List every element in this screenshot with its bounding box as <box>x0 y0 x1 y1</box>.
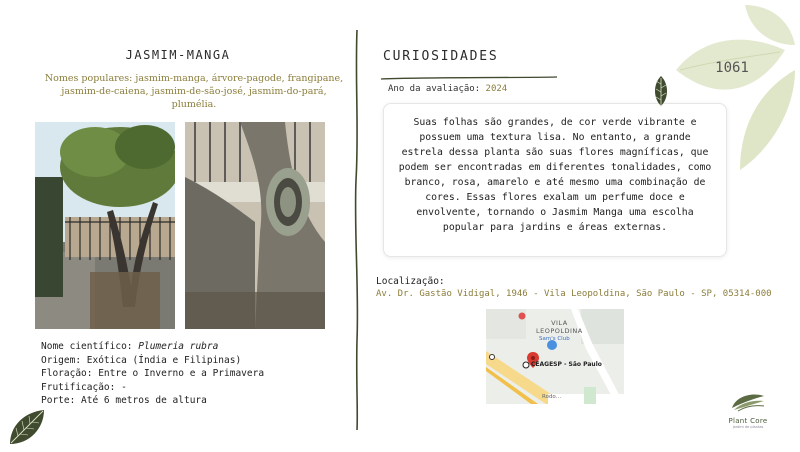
scientific-name: Plumeria rubra <box>138 341 219 352</box>
leaf-icon-bottom <box>6 406 48 448</box>
tree-photo-2 <box>185 122 325 329</box>
curiosities-title: CURIOSIDADES <box>383 49 499 64</box>
tree-photo-1 <box>35 122 175 329</box>
fact-fruiting: Frutificação: - <box>41 381 127 393</box>
map-district-line1: VILA <box>551 319 568 327</box>
evaluation-year <box>388 84 507 94</box>
year-label: Ano da avaliação: <box>388 84 481 94</box>
record-number: 1061 <box>715 60 749 76</box>
leaf-icon <box>652 76 670 108</box>
map-district <box>536 319 583 335</box>
location-map[interactable] <box>486 309 624 404</box>
fact-size: Porte: Até 6 metros de altura <box>41 395 207 406</box>
plant-title: JASMIM-MANGA <box>125 48 231 62</box>
scientific-name-row <box>41 340 264 354</box>
popular-names: Nomes populares: jasmim-manga, árvore-pagode, frangipane, jasmim-de-caiena, jasmim-de-são-josé, jasmim-do-pará, plumélia. <box>44 73 344 110</box>
brand-tagline: jardim de plantas <box>732 425 764 429</box>
column-divider <box>352 30 362 430</box>
year-value: 2024 <box>485 84 508 94</box>
map-store-label: Sam's Club <box>539 336 570 342</box>
plant-facts <box>41 340 264 408</box>
map-marker-label: CEAGESP - São Paulo <box>531 361 602 368</box>
map-road-label: Rodo… <box>542 394 562 400</box>
brand-logo-icon <box>728 390 768 412</box>
brand-name: Plant Core <box>728 417 768 425</box>
brand-logo <box>720 390 776 434</box>
map-district-line2: LEOPOLDINA <box>536 327 583 335</box>
scientific-name-label: Nome científico: <box>41 341 133 352</box>
title-underline <box>381 66 557 72</box>
curiosities-text: Suas folhas são grandes, de cor verde vibrante e possuem uma textura lisa. No entanto, a grande estrela dessa planta são suas flores magníficas, que podem ser encontradas em diferentes tonalidades, como branco, rosa, amarelo e até mesmo uma combinação de cores. Essas flores exalam um perfume doce e envolvente, tornando o Jasmim Manga uma escolha popular para jardins e áreas externas. <box>398 117 712 233</box>
fact-flowering: Floração: Entre o Inverno e a Primavera <box>41 368 265 379</box>
location-label: Localização: <box>376 276 445 287</box>
fact-origin: Origem: Exótica (Índia e Filipinas) <box>41 354 242 366</box>
location-address: Av. Dr. Gastão Vidigal, 1946 - Vila Leopoldina, São Paulo - SP, 05314-000 <box>376 289 772 299</box>
